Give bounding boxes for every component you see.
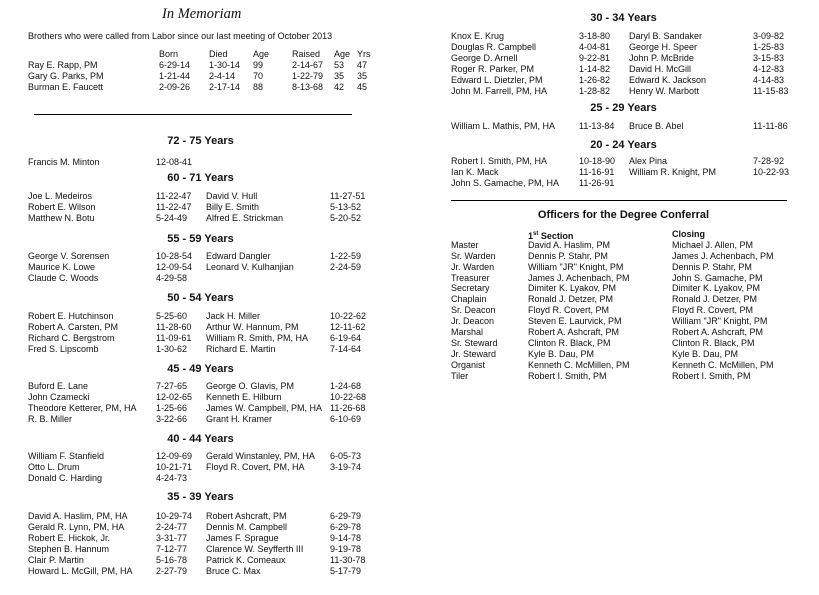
member-row	[28, 566, 373, 577]
raised-date: 3-19-74	[330, 462, 362, 472]
member-row	[451, 64, 796, 75]
memoriam-born: 2-09-26	[159, 82, 191, 92]
member-row	[28, 333, 373, 344]
raised-date: 3-18-80	[579, 31, 611, 41]
officer-first-section: Steven E. Laurvick, PM	[528, 316, 622, 327]
raised-date: 4-12-83	[753, 64, 785, 74]
year-group-list	[451, 156, 796, 189]
officer-closing: Dimiter K. Lyakov, PM	[672, 283, 761, 294]
memoriam-age: 99	[253, 60, 264, 70]
member-row	[28, 262, 373, 273]
member-name: David H. McGill	[629, 64, 692, 74]
officers-title: Officers for the Degree Conferral	[537, 209, 710, 221]
memoriam-name: Ray E. Rapp, PM	[28, 60, 98, 70]
member-name: Alex Pina	[629, 156, 668, 166]
raised-date: 9-14-78	[330, 533, 362, 543]
officer-role: Tiler	[451, 370, 469, 381]
raised-date: 5-13-52	[330, 202, 362, 212]
raised-date: 11-27-51	[330, 191, 366, 201]
raised-date: 1-30-62	[156, 344, 188, 354]
year-group-title: 40 - 44 Years	[167, 433, 234, 445]
raised-date: 10-28-54	[156, 251, 193, 261]
member-name: Grant H. Kramer	[206, 414, 273, 424]
divider	[451, 200, 787, 201]
member-name: Robert I. Smith, PM, HA	[451, 156, 548, 166]
member-name: John M. Farrell, PM, HA	[451, 86, 548, 96]
raised-date: 11-22-47	[156, 202, 192, 212]
raised-date: 3-15-83	[753, 53, 785, 63]
officer-first-section: James J. Achenbach, PM	[528, 272, 630, 283]
year-group-list	[28, 191, 373, 224]
raised-date: 9-22-81	[579, 53, 611, 63]
officer-closing: Dennis P. Stahr, PM	[672, 261, 752, 272]
year-group-list	[28, 381, 373, 425]
member-row	[28, 451, 373, 462]
officer-closing: Clinton R. Black, PM	[672, 337, 755, 348]
officer-role: Jr. Warden	[451, 261, 495, 272]
raised-date: 11-09-61	[156, 333, 192, 343]
member-name: Matthew N. Botu	[28, 213, 95, 223]
memoriam-born: 6-29-14	[159, 60, 191, 70]
year-group-title: 50 - 54 Years	[167, 292, 234, 304]
year-group-title: 25 - 29 Years	[590, 102, 657, 114]
member-name: George D. Arnell	[451, 53, 518, 63]
officer-closing: Ronald J. Detzer, PM	[672, 294, 758, 305]
member-name: Maurice K. Lowe	[28, 262, 96, 272]
raised-date: 11-15-83	[753, 86, 789, 96]
raised-date: 7-27-65	[156, 381, 188, 391]
memoriam-title: In Memoriam	[162, 6, 242, 22]
member-name: William F. Stanfield	[28, 451, 105, 461]
member-name: Floyd R. Covert, PM, HA	[206, 462, 305, 472]
member-row	[28, 522, 373, 533]
raised-date: 4-04-81	[579, 42, 611, 52]
member-name: Robert E. Wilson	[28, 202, 96, 212]
member-name: Edward Dangler	[206, 251, 271, 261]
member-name: George O. Glavis, PM	[206, 381, 295, 391]
raised-date: 6-29-79	[330, 511, 362, 521]
member-name: Henry W. Marbott	[629, 86, 700, 96]
raised-date: 6-19-64	[330, 333, 362, 343]
member-name: John Czamecki	[28, 392, 90, 402]
member-row	[28, 322, 373, 333]
raised-date: 4-29-58	[156, 273, 188, 283]
member-row	[28, 213, 373, 224]
member-name: Stephen B. Hannum	[28, 544, 110, 554]
officer-first-section: Robert A. Ashcraft, PM	[528, 327, 620, 338]
raised-date: 2-27-79	[156, 566, 188, 576]
raised-date: 12-08-41	[156, 157, 193, 167]
year-group-list	[451, 121, 796, 132]
raised-date: 1-14-82	[579, 64, 611, 74]
raised-date: 6-05-73	[330, 451, 362, 461]
memoriam-intro: Brothers who were called from Labor since our last meeting of October 2013	[28, 31, 333, 41]
member-name: George V. Sorensen	[28, 251, 110, 261]
raised-date: 11-11-86	[753, 121, 788, 131]
officer-first-section: Floyd R. Covert, PM	[528, 305, 610, 316]
officer-closing: William "JR" Knight, PM	[672, 316, 768, 327]
year-group-title: 35 - 39 Years	[167, 491, 234, 503]
year-group-list	[28, 311, 373, 355]
member-name: Richard C. Bergstrom	[28, 333, 115, 343]
officer-closing: Robert I. Smith, PM	[672, 370, 751, 381]
raised-date: 12-11-62	[330, 322, 366, 332]
officer-first-section: David A. Haslim, PM	[528, 239, 611, 250]
divider	[34, 114, 352, 115]
raised-date: 10-22-68	[330, 392, 367, 402]
raised-date: 10-29-74	[156, 511, 193, 521]
member-name: David A. Haslim, PM, HA	[28, 511, 128, 521]
memoriam-raised: 8-13-68	[292, 82, 324, 92]
year-group-title: 30 - 34 Years	[590, 12, 657, 24]
raised-date: 3-31-77	[156, 533, 188, 543]
member-name: Jack H. Miller	[206, 311, 261, 321]
member-name: Alfred E. Strickman	[206, 213, 284, 223]
raised-date: 4-14-83	[753, 75, 785, 85]
member-name: Douglas R. Campbell	[451, 42, 537, 52]
header-born: Born	[159, 49, 179, 59]
member-row	[28, 473, 373, 484]
closing-label: Closing	[672, 229, 705, 239]
member-name: Billy E. Smith	[206, 202, 260, 212]
officer-role: Organist	[451, 359, 486, 370]
member-row	[28, 555, 373, 566]
raised-date: 2-24-59	[330, 262, 362, 272]
officer-first-section: Clinton R. Black, PM	[528, 337, 611, 348]
member-row	[28, 344, 373, 355]
member-name: Bruce B. Abel	[629, 121, 684, 131]
member-name: Knox E. Krug	[451, 31, 505, 41]
member-name: Joe L. Medeiros	[28, 191, 93, 201]
member-row	[28, 544, 373, 555]
member-name: Ian K. Mack	[451, 167, 499, 177]
year-group-list	[28, 451, 373, 484]
member-name: Howard L. McGill, PM, HA	[28, 566, 133, 576]
officer-closing: Michael J. Allen, PM	[672, 239, 754, 250]
officer-role: Jr. Steward	[451, 348, 497, 359]
member-name: Bruce C. Max	[206, 566, 261, 576]
officer-closing: John S. Gamache, PM	[672, 272, 763, 283]
raised-date: 10-18-90	[579, 156, 616, 166]
year-group-title: 55 - 59 Years	[167, 233, 234, 245]
raised-date: 7-14-64	[330, 344, 362, 354]
member-row	[28, 273, 373, 284]
memoriam-raised: 2-14-67	[292, 60, 324, 70]
raised-date: 5-25-60	[156, 311, 188, 321]
member-row	[28, 251, 373, 262]
raised-date: 1-25-66	[156, 403, 188, 413]
officer-role: Master	[451, 239, 479, 250]
year-group-title: 20 - 24 Years	[590, 139, 657, 151]
member-name: James F. Sprague	[206, 533, 279, 543]
member-name: Buford E. Lane	[28, 381, 89, 391]
member-name: R. B. Miller	[28, 414, 73, 424]
memoriam-died: 1-30-14	[209, 60, 241, 70]
memoriam-yrs: 47	[357, 60, 368, 70]
member-name: Roger R. Parker, PM	[451, 64, 535, 74]
raised-date: 10-22-93	[753, 167, 790, 177]
raised-date: 6-10-69	[330, 414, 362, 424]
raised-date: 1-24-68	[330, 381, 362, 391]
officer-role: Marshal	[451, 327, 484, 338]
member-name: Patrick K. Comeaux	[206, 555, 286, 565]
memoriam-age: 88	[253, 82, 264, 92]
member-name: John P. McBride	[629, 53, 694, 63]
officer-closing: Kyle B. Dau, PM	[672, 348, 739, 359]
member-name: Robert E. Hickok, Jr.	[28, 533, 111, 543]
member-row	[28, 381, 373, 392]
memoriam-yrs: 35	[357, 71, 368, 81]
officer-closing: Kenneth C. McMillen, PM	[672, 359, 774, 370]
member-name: Robert Ashcraft, PM	[206, 511, 287, 521]
raised-date: 11-26-91	[579, 178, 615, 188]
officer-first-section: William "JR" Knight, PM	[528, 261, 624, 272]
memoriam-died: 2-4-14	[209, 71, 236, 81]
member-row	[28, 157, 373, 168]
member-name: David V. Hull	[206, 191, 258, 201]
member-name: Kenneth E. Hilburn	[206, 392, 282, 402]
section-label-ord: st	[533, 231, 539, 237]
officer-role: Sr. Steward	[451, 337, 498, 348]
member-row	[28, 403, 373, 414]
raised-date: 12-02-65	[156, 392, 193, 402]
raised-date: 1-25-83	[753, 42, 785, 52]
header-age: Age	[253, 49, 270, 59]
member-name: Richard E. Martin	[206, 344, 276, 354]
member-name: John S. Gamache, PM, HA	[451, 178, 560, 188]
year-group-title: 72 - 75 Years	[167, 135, 234, 147]
raised-date: 10-21-71	[156, 462, 193, 472]
member-row	[28, 511, 373, 522]
officer-role: Secretary	[451, 283, 490, 294]
memoriam-born: 1-21-44	[159, 71, 191, 81]
member-name: Francis M. Minton	[28, 157, 100, 167]
member-row	[451, 31, 796, 42]
raised-date: 11-30-78	[330, 555, 366, 565]
officer-role: Sr. Deacon	[451, 305, 496, 316]
member-name: Clair P. Martin	[28, 555, 84, 565]
officer-role: Treasurer	[451, 272, 490, 283]
officer-first-section: Robert I. Smith, PM	[528, 370, 607, 381]
member-name: Donald C. Harding	[28, 473, 103, 483]
memoriam-age2: 53	[334, 60, 345, 70]
officer-role: Jr. Deacon	[451, 316, 495, 327]
member-row	[451, 86, 796, 97]
raised-date: 5-17-79	[330, 566, 362, 576]
officer-role: Sr. Warden	[451, 250, 496, 261]
member-row	[28, 311, 373, 322]
member-row	[28, 462, 373, 473]
officer-first-section: Dimiter K. Lyakov, PM	[528, 283, 617, 294]
raised-date: 11-26-68	[330, 403, 366, 413]
header-raised: Raised	[292, 49, 321, 59]
member-name: George H. Speer	[629, 42, 698, 52]
member-name: Edward L. Dietzler, PM	[451, 75, 543, 85]
raised-date: 6-29-78	[330, 522, 362, 532]
memoriam-age2: 42	[334, 82, 345, 92]
raised-date: 12-09-54	[156, 262, 193, 272]
member-name: Robert A. Carsten, PM	[28, 322, 119, 332]
raised-date: 3-09-82	[753, 31, 785, 41]
year-group-title: 45 - 49 Years	[167, 363, 234, 375]
member-name: Theodore Ketterer, PM, HA	[28, 403, 137, 413]
member-name: Edward K. Jackson	[629, 75, 707, 85]
officer-closing: Floyd R. Covert, PM	[672, 305, 754, 316]
member-name: Gerald Winstanley, PM, HA	[206, 451, 315, 461]
officer-role: Chaplain	[451, 294, 487, 305]
member-name: Otto L. Drum	[28, 462, 80, 472]
raised-date: 5-20-52	[330, 213, 362, 223]
raised-date: 3-22-66	[156, 414, 188, 424]
raised-date: 4-24-73	[156, 473, 188, 483]
year-group-list	[28, 251, 373, 284]
memoriam-age2: 35	[334, 71, 345, 81]
member-name: Claude C. Woods	[28, 273, 99, 283]
year-group-list	[451, 31, 796, 97]
member-row	[28, 392, 373, 403]
header-died: Died	[209, 49, 228, 59]
section-label-rest: Section	[538, 231, 574, 241]
memoriam-yrs: 45	[357, 82, 368, 92]
member-name: Robert E. Hutchinson	[28, 311, 114, 321]
memoriam-died: 2-17-14	[209, 82, 241, 92]
officer-first-section: Ronald J. Detzer, PM	[528, 294, 614, 305]
officer-closing: Robert A. Ashcraft, PM	[672, 327, 764, 338]
member-name: James W. Campbell, PM, HA	[206, 403, 323, 413]
raised-date: 10-22-62	[330, 311, 367, 321]
raised-date: 5-24-49	[156, 213, 188, 223]
member-row	[451, 75, 796, 86]
memoriam-name: Burman E. Faucett	[28, 82, 104, 92]
raised-date: 5-16-78	[156, 555, 188, 565]
raised-date: 1-26-82	[579, 75, 611, 85]
member-name: William R. Knight, PM	[629, 167, 717, 177]
member-row	[28, 414, 373, 425]
member-row	[451, 178, 796, 189]
member-row	[28, 202, 373, 213]
raised-date: 11-16-91	[579, 167, 615, 177]
member-name: William R. Smith, PM, HA	[206, 333, 309, 343]
raised-date: 11-13-84	[579, 121, 615, 131]
member-name: Clarence W. Seyfferth III	[206, 544, 304, 554]
header-age-raised: Age	[334, 49, 351, 59]
member-row	[28, 533, 373, 544]
section-label-num: 1	[528, 231, 534, 241]
member-row	[451, 156, 796, 167]
member-name: Fred S. Lipscomb	[28, 344, 99, 354]
member-name: Daryl B. Sandaker	[629, 31, 703, 41]
raised-date: 1-28-82	[579, 86, 611, 96]
member-name: Leonard V. Kulhanjian	[206, 262, 294, 272]
raised-date: 7-12-77	[156, 544, 188, 554]
member-row	[451, 121, 796, 132]
officer-first-section: Kenneth C. McMillen, PM	[528, 359, 630, 370]
member-row	[451, 53, 796, 64]
raised-date: 11-28-60	[156, 322, 192, 332]
member-name: Arthur W. Hannum, PM	[206, 322, 299, 332]
raised-date: 11-22-47	[156, 191, 192, 201]
member-name: William L. Mathis, PM, HA	[451, 121, 556, 131]
year-group-list	[28, 157, 373, 168]
officer-first-section: Kyle B. Dau, PM	[528, 348, 595, 359]
memoriam-name: Gary G. Parks, PM	[28, 71, 104, 81]
raised-date: 2-24-77	[156, 522, 188, 532]
member-row	[451, 167, 796, 178]
year-group-list	[28, 511, 373, 577]
raised-date: 9-19-78	[330, 544, 362, 554]
member-row	[451, 42, 796, 53]
memoriam-raised: 1-22-79	[292, 71, 324, 81]
year-group-title: 60 - 71 Years	[167, 172, 234, 184]
raised-date: 12-09-69	[156, 451, 193, 461]
member-name: Dennis M. Campbell	[206, 522, 288, 532]
header-yrs: Yrs	[357, 49, 371, 59]
raised-date: 7-28-92	[753, 156, 785, 166]
officer-closing: James J. Achenbach, PM	[672, 250, 774, 261]
member-name: Gerald R. Lynn, PM, HA	[28, 522, 125, 532]
raised-date: 1-22-59	[330, 251, 362, 261]
memoriam-age: 70	[253, 71, 264, 81]
member-row	[28, 191, 373, 202]
officer-first-section: Dennis P. Stahr, PM	[528, 250, 608, 261]
